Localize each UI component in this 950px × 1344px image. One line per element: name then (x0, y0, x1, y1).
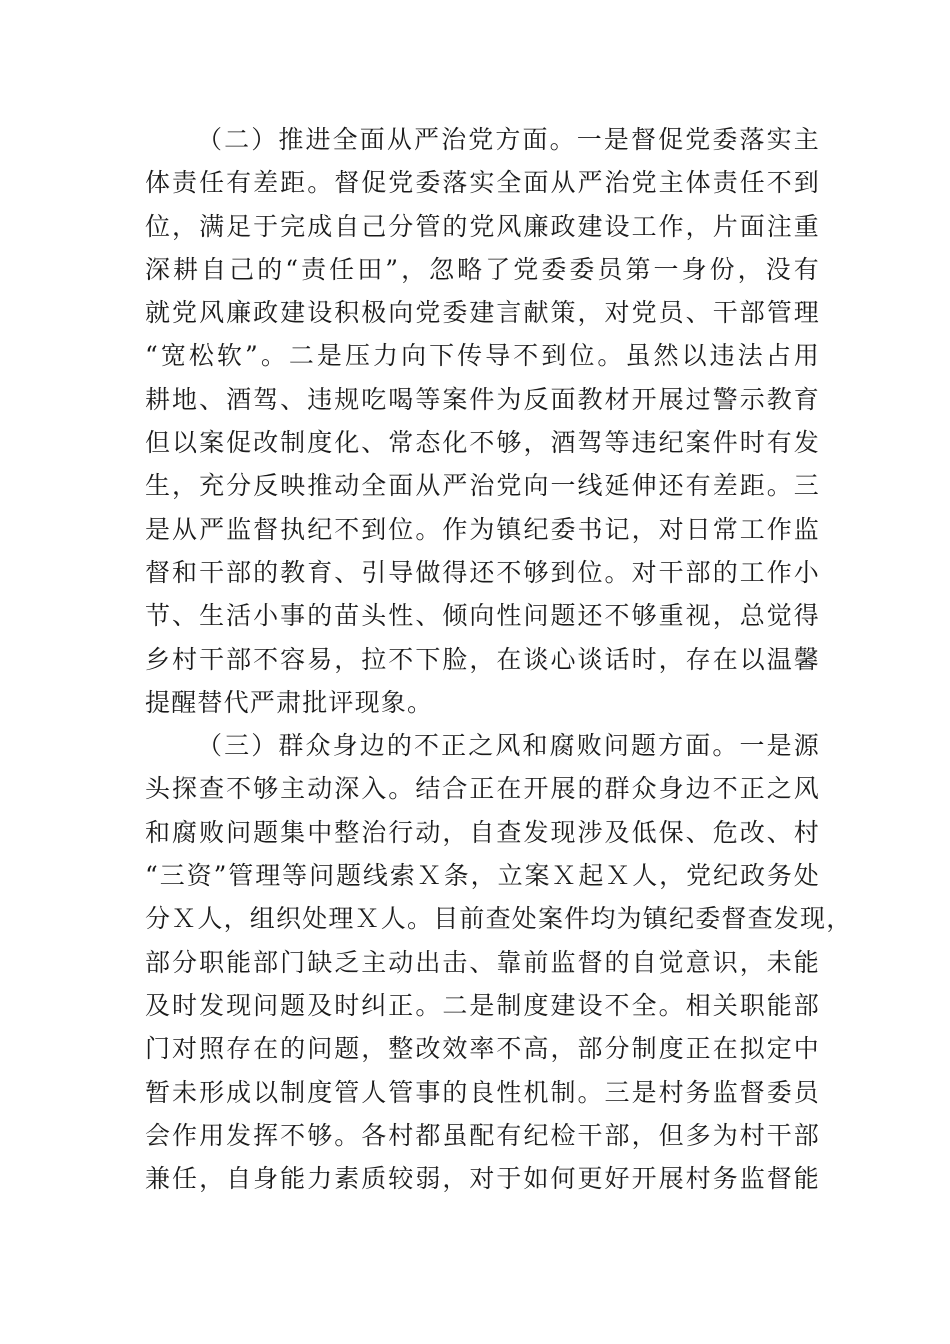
text-line: （三）群众身边的不正之风和腐败问题方面。一是源 (197, 731, 820, 761)
text-line: 深耕自己的“责任田”，忽略了党委委员第一身份，没有 (145, 254, 820, 284)
paragraph-grassroots-corruption (145, 724, 853, 1200)
text-line: 位，满足于完成自己分管的党风廉政建设工作，片面注重 (145, 211, 820, 241)
text-line: 耕地、酒驾、违规吃喝等案件为反面教材开展过警示教育 (145, 384, 820, 414)
text-line: 兼任，自身能力素质较弱，对于如何更好开展村务监督能 (145, 1164, 820, 1194)
text-line: 部分职能部门缺乏主动出击、靠前监督的自觉意识，未能 (145, 947, 820, 977)
text-line: 及时发现问题及时纠正。二是制度建设不全。相关职能部 (145, 990, 820, 1020)
text-line: 督和干部的教育、引导做得还不够到位。对干部的工作小 (145, 557, 820, 587)
text-line: 是从严监督执纪不到位。作为镇纪委书记，对日常工作监 (145, 514, 820, 544)
text-line: “宽松软”。二是压力向下传导不到位。虽然以违法占用 (145, 341, 820, 371)
text-line: 门对照存在的问题，整改效率不高，部分制度正在拟定中 (145, 1034, 820, 1064)
text-line: 节、生活小事的苗头性、倾向性问题还不够重视，总觉得 (145, 601, 820, 631)
text-line: 和腐败问题集中整治行动，自查发现涉及低保、危改、村 (145, 817, 820, 847)
text-line: 体责任有差距。督促党委落实全面从严治党主体责任不到 (145, 168, 820, 198)
text-line: 头探查不够主动深入。结合正在开展的群众身边不正之风 (145, 774, 820, 804)
text-line: 乡村干部不容易，拉不下脸，在谈心谈话时，存在以温馨 (145, 644, 820, 674)
document-body (145, 118, 853, 1200)
text-line: 分Ｘ人，组织处理Ｘ人。目前查处案件均为镇纪委督查发现， (145, 904, 853, 934)
text-line: 会作用发挥不够。各村都虽配有纪检干部，但多为村干部 (145, 1120, 820, 1150)
text-line: 但以案促改制度化、常态化不够，酒驾等违纪案件时有发 (145, 428, 820, 458)
text-line: 生，充分反映推动全面从严治党向一线延伸还有差距。三 (145, 471, 820, 501)
text-line: （二）推进全面从严治党方面。一是督促党委落实主 (197, 125, 820, 154)
text-line: 提醒替代严肃批评现象。 (145, 687, 434, 717)
text-line: 就党风廉政建设积极向党委建言献策，对党员、干部管理 (145, 298, 820, 328)
text-line: “三资”管理等问题线索Ｘ条，立案Ｘ起Ｘ人，党纪政务处 (145, 861, 820, 891)
text-line: 暂未形成以制度管人管事的良性机制。三是村务监督委员 (145, 1077, 820, 1107)
paragraph-party-governance (145, 118, 820, 724)
